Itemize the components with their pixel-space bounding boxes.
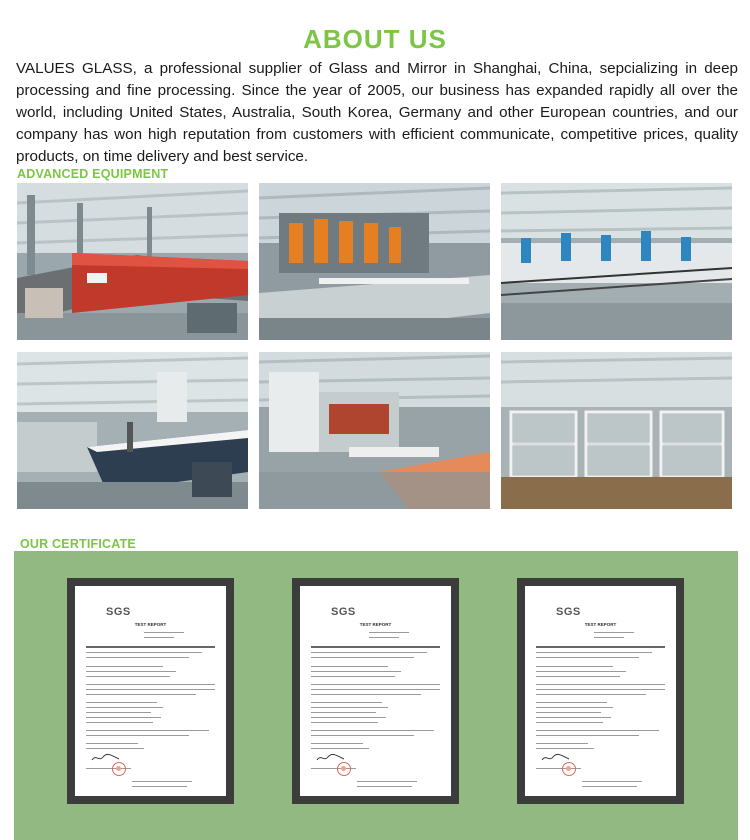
packaged-glass-crates-photo — [501, 352, 732, 509]
report-title: TEST REPORT — [359, 622, 392, 627]
seal-stamp — [562, 762, 576, 776]
sgs-logo: SGS — [331, 606, 356, 618]
certificate-frame — [67, 578, 234, 804]
seal-stamp — [112, 762, 126, 776]
advanced-equipment-label: ADVANCED EQUIPMENT — [17, 167, 169, 181]
about-us-title: ABOUT US — [303, 24, 447, 54]
seal-stamp — [337, 762, 351, 776]
report-title: TEST REPORT — [584, 622, 617, 627]
sgs-logo: SGS — [106, 606, 131, 618]
sgs-test-report — [536, 596, 665, 786]
sgs-logo: SGS — [556, 606, 581, 618]
double-edger-line-photo — [501, 183, 732, 340]
insulating-glass-line-photo — [259, 352, 490, 509]
report-title: TEST REPORT — [134, 622, 167, 627]
tempering-furnace-photo — [17, 183, 248, 340]
sgs-test-report — [86, 596, 215, 786]
edging-machine-line-photo — [259, 183, 490, 340]
about-us-text: VALUES GLASS, a professional supplier of Glass and Mirror in Shanghai, China, sepcializing in deep processing and fine processing. Since the year of 2005, our business has expanded rapidly all over the world, including United States, Australia, South Korea, Germany and other European countries, and our company has won high reputation from customers with efficient communicate, competitive prices, quality products, on time delivery and best service. — [16, 60, 738, 165]
sgs-test-report — [311, 596, 440, 786]
certificate-frame — [292, 578, 459, 804]
certificate-frame — [517, 578, 684, 804]
cutting-table-photo — [17, 352, 248, 509]
certificate-gallery — [14, 551, 738, 840]
our-certificate-label: OUR CERTIFICATE — [20, 537, 136, 551]
